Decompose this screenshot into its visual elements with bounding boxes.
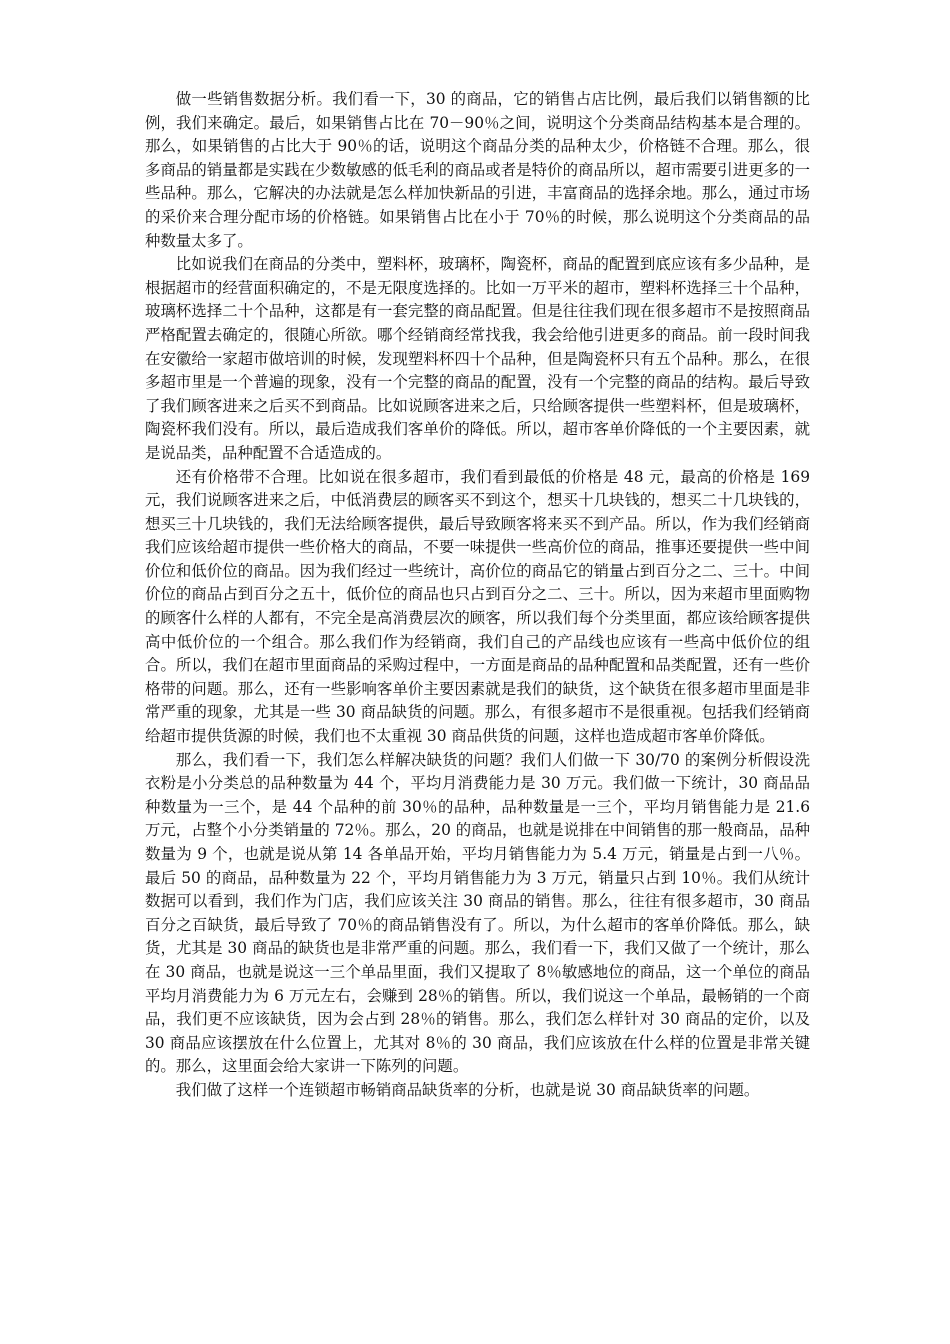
document-body (145, 88, 810, 1103)
paragraph-stockout-rate: 我们做了这样一个连锁超市畅销商品缺货率的分析，也就是说 30 商品缺货率的问题。 (175, 1080, 760, 1099)
paragraph-sales-ratio: 做一些销售数据分析。我们看一下，30 的商品，它的销售占店比例，最后我们以销售额的比例，我们来确定。最后，如果销售占比在 70－90％之间，说明这个分类商品结构基本是合理的。那么，如果销售的占比大于 90％的话，说明这个商品分类的品种太少，价格链不合理。那么，很多商品的销量都是实践在少数敏感的低毛利的商品或者是特价的商品所以，超市需要引进更多的一些品种。那么，它解决的办法就是怎么样加快新品的引进，丰富商品的选择余地。那么，通过市场的采价来合理分配市场的价格链。如果销售占比在小于 70％的时候，那么说明这个分类商品的品种数量太多了。 (145, 90, 810, 250)
paragraph-stockout-analysis: 那么，我们看一下，我们怎么样解决缺货的问题？我们人们做一下 30/70 的案例分析假设洗衣粉是小分类总的品种数量为 44 个，平均月消费能力是 30 万元。我们做一下统计，30 商品品种数量为一三个，是 44 个品种的前 30％的品种，品种数量是一三个，平均月销售能力是 21.6 万元，占整个小分类销量的 72％。那么，20 的商品，也就是说排在中间销售的那一般商品，品种数量为 9 个，也就是说从第 14 各单品开始，平均月销售能力为 5.4 万元，销量是占到一八％。最后 50 的商品，品种数量为 22 个，平均月销售能力为 3 万元，销量只占到 10％。我们从统计数据可以看到，我们作为门店，我们应该关注 30 商品的销售。那么，往往有很多超市，30 商品百分之百缺货，最后导致了 70％的商品销售没有了。所以，为什么超市的客单价降低。那么，缺货，尤其是 30 商品的缺货也是非常严重的问题。那么，我们看一下，我们又做了一个统计，那么在 30 商品，也就是说这一三个单品里面，我们又提取了 8％敏感地位的商品，这一个单位的商品平均月消费能力为 6 万元左右，会赚到 28％的销售。所以，我们说这一个单品，最畅销的一个商品，我们更不应该缺货，因为会占到 28％的销售。那么，我们怎么样针对 30 商品的定价，以及 30 商品应该摆放在什么位置上，尤其对 8％的 30 商品，我们应该放在什么样的位置是非常关键的。那么，这里面会给大家讲一下陈列的问题。 (145, 750, 810, 1076)
paragraph-category-config: 比如说我们在商品的分类中，塑料杯，玻璃杯，陶瓷杯，商品的配置到底应该有多少品种，是根据超市的经营面积确定的，不是无限度选择的。比如一万平米的超市，塑料杯选择三十个品种，玻璃杯选择二十个品种，这都是有一套完整的商品配置。但是往往我们现在很多超市不是按照商品严格配置去确定的，很随心所欲。哪个经销商经常找我，我会给他引进更多的商品。前一段时间我在安徽给一家超市做培训的时候，发现塑料杯四十个品种，但是陶瓷杯只有五个品种。那么，在很多超市里是一个普遍的现象，没有一个完整的商品的配置，没有一个完整的商品的结构。最后导致了我们顾客进来之后买不到商品。比如说顾客进来之后，只给顾客提供一些塑料杯，但是玻璃杯，陶瓷杯我们没有。所以，最后造成我们客单价的降低。所以，超市客单价降低的一个主要因素，就是说品类，品种配置不合适造成的。 (145, 255, 810, 462)
paragraph-price-band: 还有价格带不合理。比如说在很多超市，我们看到最低的价格是 48 元，最高的价格是 169 元，我们说顾客进来之后，中低消费层的顾客买不到这个，想买十几块钱的，想买二十几块钱的，想买三十几块钱的，我们无法给顾客提供，最后导致顾客将来买不到产品。所以，作为我们经销商我们应该给超市提供一些价格大的商品，不要一味提供一些高价位的商品，推事还要提供一些中间价位和低价位的商品。因为我们经过一些统计，高价位的商品它的销量占到百分之二、三十。中间价位的商品占到百分之五十，低价位的商品也只占到百分之二、三十。所以，因为来超市里面购物的顾客什么样的人都有，不完全是高消费层次的顾客，所以我们每个分类里面，都应该给顾客提供高中低价位的一个组合。那么我们作为经销商，我们自己的产品线也应该有一些高中低价位的组合。所以，我们在超市里面商品的采购过程中，一方面是商品的品种配置和品类配置，还有一些价格带的问题。那么，还有一些影响客单价主要因素就是我们的缺货，这个缺货在很多超市里面是非常严重的现象，尤其是一些 30 商品缺货的问题。那么，有很多超市不是很重视。包括我们经销商给超市提供货源的时候，我们也不太重视 30 商品供货的问题，这样也造成超市客单价降低。 (145, 467, 810, 746)
